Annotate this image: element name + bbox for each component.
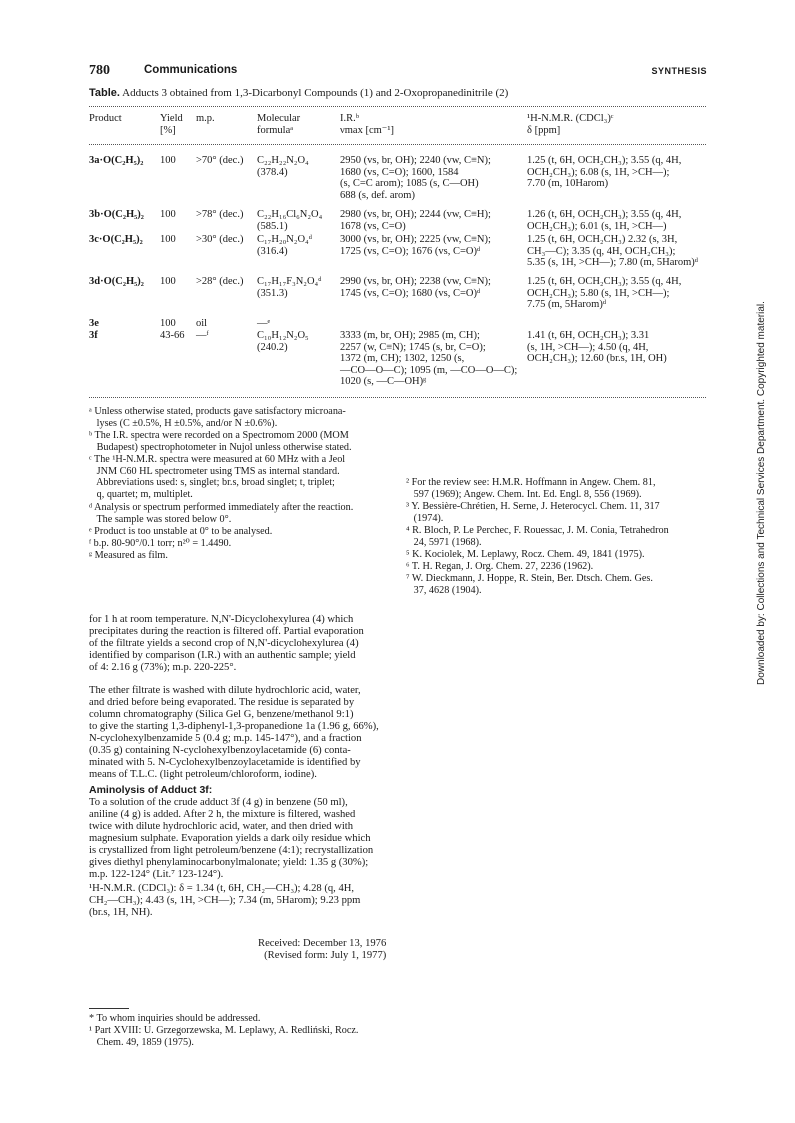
table-row-product: 3b·O(C₂H₅)₂: [89, 209, 144, 220]
table-row-yield: 100: [160, 209, 176, 220]
table-row-formula: C₁₇H₁₇F₃N₂O₄ᵈ (351.3): [257, 276, 322, 299]
header-yield: Yield [%]: [160, 113, 183, 136]
table-row-product: 3c·O(C₂H₅)₂: [89, 234, 143, 245]
table-row-nmr: 1.25 (t, 6H, OCH₂CH₃); 3.55 (q, 4H, OCH₂CH₃); 5.80 (s, 1H, >CH—); 7.75 (m, 5Harom)ᵈ: [527, 276, 682, 310]
table-caption-text: Adducts 3 obtained from 1,3-Dicarbonyl Compounds (1) and 2-Oxopropanedinitrile (2): [122, 87, 509, 99]
author-note: * To whom inquiries should be addressed.: [89, 1013, 261, 1024]
table-footnote: ᵉ Product is too unstable at 0° to be analysed.: [89, 526, 273, 537]
table-row-ir: 3000 (vs, br, OH); 2225 (vw, C≡N); 1725 (vs, C=O); 1676 (vs, C=O)ᵈ: [340, 234, 491, 257]
table-row-ir: 2990 (vs, br, OH); 2238 (vw, C≡N); 1745 (vs, C=O); 1680 (vs, C=O)ᵈ: [340, 276, 491, 299]
body-paragraph: To a solution of the crude adduct 3f (4 g) in benzene (50 ml), aniline (4 g) is added. After 2 h, the mixture is filtered, washed twice with dilute hydrochloric acid, water, and then dried with magnesium sulphate. Evaporation yields a dark oily residue which is crystallized from light petroleum/benzene (4:1); recrystallization gives diethyl phenylaminocarbonylmalonate; yield: 1.35 g (30%); m.p. 122-124° (Lit.⁷ 123-124°).: [89, 797, 374, 880]
table-row-product: 3a·O(C₂H₅)₂: [89, 155, 144, 166]
table-row-formula: C₂₂H₂₂N₂O₄ (378.4): [257, 155, 309, 178]
footnote-divider: [89, 1008, 129, 1009]
table-row-mp: oil: [196, 318, 208, 329]
nmr-paragraph: ¹H-N.M.R. (CDCl₃): δ = 1.34 (t, 6H, CH₂—CH₃); 4.28 (q, 4H, CH₂—CH₃); 4.43 (s, 1H, >CH—); 7.34 (m, 5Harom); 9.23 ppm (br.s, 1H, NH).: [89, 883, 361, 918]
table-footnote: ᵈ Analysis or spectrum performed immediately after the reaction. The sample was stored below 0°.: [89, 502, 354, 525]
table-row-ir: 2980 (vs, br, OH); 2244 (vw, C≡H); 1678 (vs, C=O): [340, 209, 491, 232]
received-date: Received: December 13, 1976 (Revised form: July 1, 1977): [258, 938, 387, 961]
table-footnote: ᵃ Unless otherwise stated, products gave satisfactory microana- lyses (C ±0.5%, H ±0.5%, and/or N ±0.6%).: [89, 406, 346, 429]
reference-item: ² For the review see: H.M.R. Hoffmann in Angew. Chem. 81, 597 (1969); Angew. Chem. Int. Ed. Engl. 8, 556 (1969).: [406, 477, 656, 500]
table-row-ir: 2950 (vs, br, OH); 2240 (vw, C≡N); 1680 (vs, C=O); 1600, 1584 (s, C=C arom); 1085 (s, C—OH) 688 (s, def. arom): [340, 155, 491, 201]
table-row-product: 3e: [89, 318, 99, 329]
table-header-rule: [89, 144, 706, 145]
reference-item: ³ Y. Bessière-Chrétien, H. Serne, J. Heterocycl. Chem. 11, 317 (1974).: [406, 501, 660, 524]
table-row-nmr: 1.25 (t, 6H, OCH₂CH₃); 3.55 (q, 4H, OCH₂CH₃); 6.08 (s, 1H, >CH—); 7.70 (m, 10Harom): [527, 155, 682, 189]
section-heading: Aminolysis of Adduct 3f:: [89, 784, 213, 796]
table-row-mp: >30° (dec.): [196, 234, 244, 245]
header-nmr: ¹H-N.M.R. (CDCl₃)ᶜ δ [ppm]: [527, 113, 614, 136]
page-number: 780: [89, 63, 110, 78]
table-row-yield: 100: [160, 234, 176, 245]
table-row-ir: 3333 (m, br, OH); 2985 (m, CH); 2257 (w, C≡N); 1745 (s, br, C=O); 1372 (m, CH); 1302, 1250 (s, —CO—O—C); 1095 (m, —CO—O—C); 1020 (s, —C—OH)ᵍ: [340, 330, 518, 387]
table-row-formula: C₂₂H₁₆Cl₆N₂O₄ (585.1): [257, 209, 323, 232]
table-row-yield: 100: [160, 276, 176, 287]
body-paragraph: The ether filtrate is washed with dilute hydrochloric acid, water, and dried before being evaporated. The residue is separated by column chromatography (Silica Gel G, benzene/methanol 9:1) to give the starting 1,3-diphenyl-1,3-propanedione 1a (1.96 g, 66%), N-cyclohexylbenzamide 5 (0.4 g; m.p. 145-147°), and a fraction (0.35 g) containing N-cyclohexylbenzoylacetamide (6) conta- minated with 5. N-Cyclohexylbenzoylacetamide is identified by means of T.L.C. (light petroleum/chloroform, iodine).: [89, 685, 379, 780]
body-paragraph: for 1 h at room temperature. N,N'-Dicyclohexylurea (4) which precipitates during the reaction is filtered off. Partial evaporation of the filtrate yields a second crop of N,N'-dicyclohexylurea (4) identified by comparison (I.R.) with an authentic sample; yield of 4: 2.16 g (73%); m.p. 220-225°.: [89, 614, 364, 673]
download-watermark: Downloaded by: Collections and Technical Services Department. Copyrighted material.: [756, 301, 767, 685]
table-footnote: ᶠ b.p. 80-90°/0.1 torr; n²⁰ = 1.4490.: [89, 538, 232, 549]
header-ir: I.R.ᵇ νmax [cm⁻¹]: [340, 113, 394, 136]
table-row-formula: C₁₀H₁₂N₂O₅ (240.2): [257, 330, 309, 353]
table-row-nmr: 1.25 (t, 6H, OCH₂CH₃) 2.32 (s, 3H, CH₃—C); 3.35 (q, 4H, OCH₂CH₃); 5.35 (s, 1H, >CH—); 7.80 (m, 5Harom)ᵈ: [527, 234, 699, 268]
table-row-formula: C₁₇H₂₀N₂O₄ᵈ (316.4): [257, 234, 312, 257]
table-row-mp: —ᶠ: [196, 330, 209, 341]
table-row-yield: 43-66: [160, 330, 185, 341]
header-product: Product: [89, 113, 122, 124]
reference-item: ⁵ K. Kociolek, M. Leplawy, Rocz. Chem. 49, 1841 (1975).: [406, 549, 645, 560]
table-row-nmr: 1.26 (t, 6H, OCH₂CH₃); 3.55 (q, 4H, OCH₂CH₃); 6.01 (s, 1H, >CH—): [527, 209, 682, 232]
table-row-product: 3f: [89, 330, 98, 341]
table-caption-label: Table.: [89, 87, 120, 99]
table-row-formula: —ᵉ: [257, 318, 271, 329]
header-mp: m.p.: [196, 113, 215, 124]
table-row-nmr: 1.41 (t, 6H, OCH₂CH₃); 3.31 (s, 1H, >CH—); 4.50 (q, 4H, OCH₂CH₃); 12.60 (br.s, 1H, OH): [527, 330, 667, 364]
table-row-yield: 100: [160, 155, 176, 166]
table-footnote: ᶜ The ¹H-N.M.R. spectra were measured at 60 MHz with a Jeol JNM C60 HL spectrometer using TMS as internal standard. Abbreviations used: s, singlet; br.s, broad singlet; t, triplet; q, quartet; m, multiplet.: [89, 454, 346, 500]
table-bottom-rule: [89, 397, 706, 398]
table-footnote: ᵇ The I.R. spectra were recorded on a Spectromom 2000 (MOM Budapest) spectrophotometer in Nujol unless otherwise stated.: [89, 430, 352, 453]
reference-item: ¹ Part XVIII: U. Grzegorzewska, M. Leplawy, A. Redliński, Rocz. Chem. 49, 1859 (1975).: [89, 1025, 359, 1048]
header-formula: Molecular formulaᵃ: [257, 113, 301, 136]
table-row-mp: >78° (dec.): [196, 209, 244, 220]
table-top-rule: [89, 106, 706, 107]
table-caption: [89, 87, 709, 99]
journal-name: SYNTHESIS: [651, 66, 707, 76]
table-row-yield: 100: [160, 318, 176, 329]
table-footnote: ᵍ Measured as film.: [89, 550, 168, 561]
reference-item: ⁶ T. H. Regan, J. Org. Chem. 27, 2236 (1962).: [406, 561, 594, 572]
reference-item: ⁷ W. Dieckmann, J. Hoppe, R. Stein, Ber. Dtsch. Chem. Ges. 37, 4628 (1904).: [406, 573, 653, 596]
table-row-mp: >70° (dec.): [196, 155, 244, 166]
table-row-product: 3d·O(C₂H₅)₂: [89, 276, 144, 287]
reference-item: ⁴ R. Bloch, P. Le Perchec, F. Rouessac, J. M. Conia, Tetrahedron 24, 5971 (1968).: [406, 525, 669, 548]
section-title: Communications: [144, 64, 238, 76]
table-row-mp: >28° (dec.): [196, 276, 244, 287]
